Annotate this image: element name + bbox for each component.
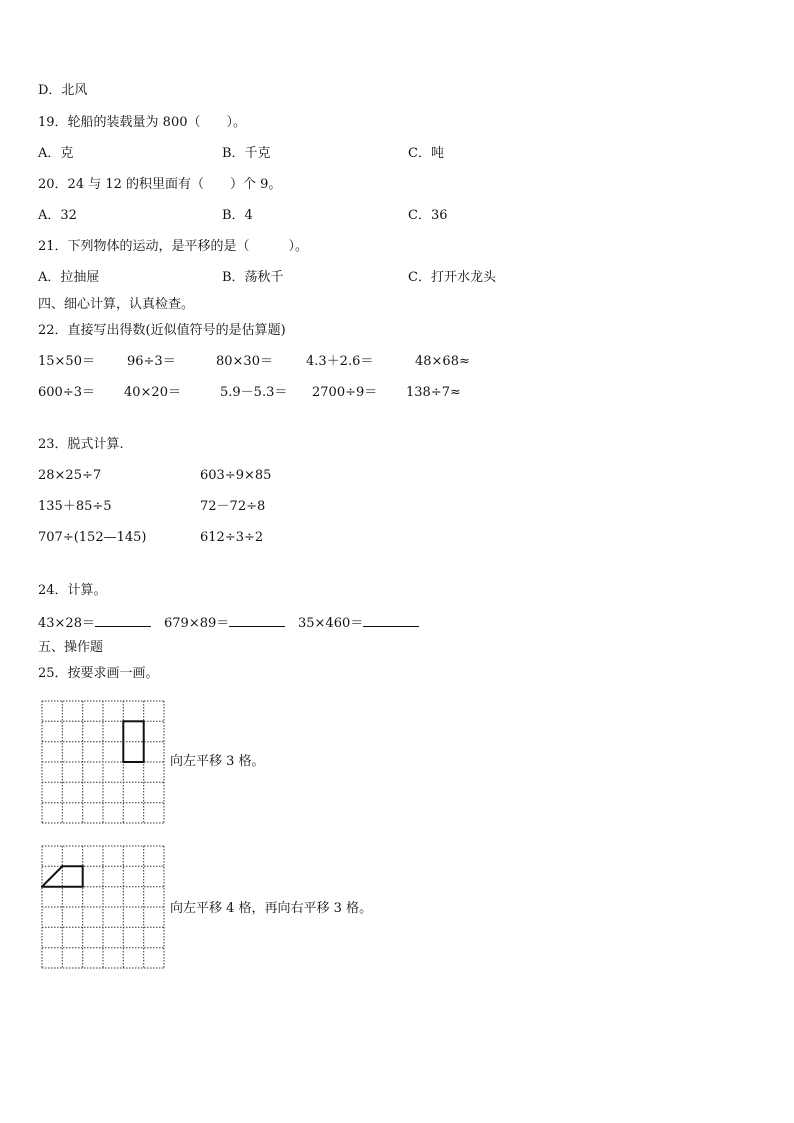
section4-title: 四、细心计算，认真检查。 (38, 297, 195, 312)
q19-option-b: B．千克 (222, 146, 271, 161)
q23-right-2: 72－72÷8 (200, 499, 266, 514)
dotted-grid-1[interactable] (41, 700, 167, 826)
q21-option-b: B．荡秋千 (222, 270, 284, 285)
q24-item-2-expr: 679×89＝ (164, 616, 230, 631)
q20-stem: 20．24 与 12 的积里面有（ ）个 9。 (38, 177, 282, 192)
q23-left-1: 28×25÷7 (38, 468, 102, 483)
q24-stem: 24．计算。 (38, 583, 107, 598)
q19-stem: 19．轮船的装载量为 800（ ）。 (38, 115, 246, 130)
q22-stem: 22．直接写出得数(近似值符号的是估算题) (38, 323, 286, 338)
q19-option-c: C．吨 (408, 146, 444, 161)
q25-stem: 25．按要求画一画。 (38, 666, 159, 681)
q24-item-1 (38, 614, 151, 632)
q23-left-3: 707÷(152—145) (38, 530, 147, 545)
q23-left-2: 135＋85÷5 (38, 499, 112, 514)
q20-option-c: C．36 (408, 208, 448, 223)
q23-right-3: 612÷3÷2 (200, 530, 264, 545)
q22-row1-item5: 48×68≈ (415, 354, 470, 369)
q24-item-1-expr: 43×28＝ (38, 616, 95, 631)
section5-title: 五、操作题 (38, 640, 104, 655)
q22-row1-item2: 96÷3＝ (127, 354, 176, 369)
q25-instruction-1: 向左平移 3 格。 (170, 754, 265, 769)
q24-answer-blank-1[interactable] (95, 614, 151, 627)
q22-row2-item1: 600÷3＝ (38, 385, 95, 400)
q20-option-a: A．32 (38, 208, 77, 223)
q22-row2-item5: 138÷7≈ (406, 385, 461, 400)
q24-item-3 (298, 614, 419, 632)
q22-row1-item3: 80×30＝ (216, 354, 273, 369)
q24-item-2 (164, 614, 285, 632)
q21-stem: 21．下列物体的运动，是平移的是（ ）。 (38, 239, 309, 254)
q24-answer-blank-3[interactable] (363, 614, 419, 627)
q18-option-d: D．北风 (38, 83, 88, 98)
q24-item-3-expr: 35×460＝ (298, 616, 364, 631)
q22-row1-item4: 4.3＋2.6＝ (306, 354, 374, 369)
q21-option-a: A．拉抽屉 (38, 270, 100, 285)
q20-option-b: B．4 (222, 208, 253, 223)
q22-row2-item3: 5.9－5.3＝ (220, 385, 288, 400)
q22-row2-item2: 40×20＝ (124, 385, 181, 400)
q21-option-c: C．打开水龙头 (408, 270, 496, 285)
dotted-grid-2[interactable] (41, 845, 167, 971)
q23-right-1: 603÷9×85 (200, 468, 272, 483)
q23-stem: 23．脱式计算. (38, 437, 124, 452)
q24-answer-blank-2[interactable] (229, 614, 285, 627)
q22-row1-item1: 15×50＝ (38, 354, 95, 369)
q22-row2-item4: 2700÷9＝ (312, 385, 378, 400)
q19-option-a: A．克 (38, 146, 74, 161)
q25-instruction-2: 向左平移 4 格，再向右平移 3 格。 (170, 901, 373, 916)
